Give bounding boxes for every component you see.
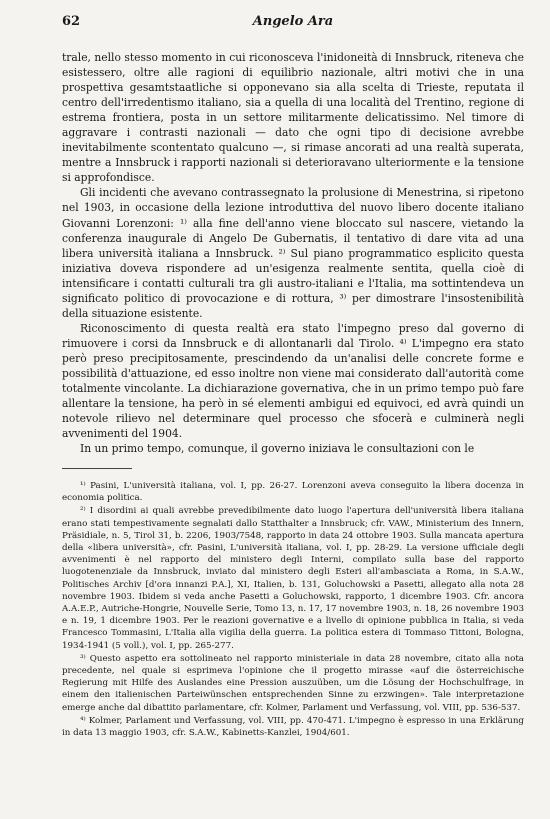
footnote: ⁴⁾ Kolmer, Parlament und Verfassung, vol. VIII, pp. 470-471. L'impegno è espresso in una Erklärung in data 13 maggio 1903, cfr. S.A.W., Kabinetts-Kanzlei, 1904/601. — [62, 715, 524, 739]
page-header — [62, 14, 524, 34]
footnote-rule — [62, 468, 132, 469]
footnote: ³⁾ Questo aspetto era sottolineato nel rapporto ministeriale in data 28 novembre, citato alla nota precedente, nel quale si esprimeva l'opinione che il progetto mirasse «auf die österreichische Regierung mit Hilfe des Auslandes eine Pression auszuüben, um die Lösung der Hochschulfrage, in einem den italienischen Parteiwünschen entsprechenden Sinne zu erzwingen». Tale interpretazione emerge anche dal dibattito parlamentare, cfr. Kolmer, Parlament und Verfassung, vol. VIII, pp. 536-537. — [62, 653, 524, 713]
footnote: ¹⁾ Pasini, L'università italiana, vol. I, pp. 26-27. Lorenzoni aveva conseguito la libera docenza in economia politica. — [62, 481, 524, 504]
footnote: ²⁾ I disordini ai quali avrebbe prevedibilmente dato luogo l'apertura dell'università libera italiana erano stati tempestivamente segnalati dallo Statthalter a Innsbruck; cfr. VAW., Ministerium des Innern, Präsidiale, n. 5, Tirol 31, b. 2206, 1903/7548, rapporto in data 24 ottobre 1903. Sulla mancata apertura della «libera università», cfr. Pasini, L'università italiana, vol. I, pp. 28-29. La versione ufficiale degli avvenimenti è nel rapporto del ministero degli Interni, compilato sulla base del rapporto luogotenenziale da Innsbruck, inviato dal ministero degli Esteri all'ambasciata a Roma, in S.A.W., Politisches Archiv [d'ora innanzi P.A.], XI, Italien, b. 131, Goluchowski a Pasetti, allegato alla nota 28 novembre 1903. Ibidem si veda anche Pasetti a Goluchowski, rapporto, 1 dicembre 1903. Cfr. ancora A.A.E.P., Autriche-Hongrie, Nouvelle Serie, Tomo 13, n. 17, 17 novembre 1903, n. 18, 26 novembre 1903 e n. 19, 1 dicembre 1903. Per le reazioni governative e a livello di opinione pubblica in Italia, si veda Francesco Tommasini, L'Italia alla vigilia della guerra. La politica estera di Tommaso Tittoni, Bologna, 1934-1941 (5 voll.), vol. I, pp. 265-277. — [62, 506, 524, 651]
paragraph: Riconoscimento di questa realtà era stato l'impegno preso dal governo di rimuovere i corsi da Innsbruck e di allontanarli dal Tirolo. ⁴⁾ L'impegno era stato però preso precipitosamente, prescindendo da un'analisi delle concrete forme e possibilità d'attuazione, ed esso inoltre non viene mai considerato dall'autorità come totalmente vincolante. La dichiarazione governativa, che in un primo tempo può fare allentare la tensione, ha però in sé elementi ambigui ed equivoci, ed avrà quindi un notevole rilievo nel determinare quel processo che sfocerà e culminerà negli avvenimenti del 1904. — [62, 321, 524, 441]
paragraph: In un primo tempo, comunque, il governo iniziava le consultazioni con le — [80, 442, 475, 456]
footnotes — [62, 480, 524, 739]
paragraph: trale, nello stesso momento in cui riconosceva l'inidoneità di Innsbruck, riteneva che esistessero, oltre alle ragioni di equilibrio nazionale, altri motivi che in una prospettiva gesamtstaatliche si opponevano sia alla scelta di Trieste, reputata il centro dell'irredentismo italiano, sia a quella di una località del Trentino, regione di estrema frontiera, posta in un settore militarmente delicatissimo. Nel timore di aggravare i contrasti nazionali — dato che ogni tipo di decisione avrebbe inevitabilmente scontentato qualcuno —, si rimase ancorati ad una realtà superata, mentre a Innsbruck i rapporti nazionali si deterioravano ulteriormente e la tensione si approfondisce. — [62, 51, 524, 185]
body-text — [62, 50, 524, 456]
paragraph: Gli incidenti che avevano contrassegnato la prolusione di Menestrina, si ripetono nel 1903, in occasione della lezione introduttiva del nuovo libero docente italiano Giovanni Lorenzoni: ¹⁾ alla fine dell'anno viene bloccato sul nascere, vietando la conferenza inaugurale di Angelo De Gubernatis, il tentativo di dare vita ad una libera università italiana a Innsbruck. ²⁾ Sul piano programmatico esplicito questa iniziativa doveva rispondere ad un'esigenza realmente sentita, quella cioè di intensificare i contatti culturali tra gli austro-italiani e l'Italia, ma sottintendeva un significato politico di provocazione e di rottura, ³⁾ per dimostrare l'insostenibilità della situazione esistente. — [62, 186, 524, 320]
page-number: 62 — [62, 14, 81, 29]
running-head: Angelo Ara — [252, 14, 334, 29]
